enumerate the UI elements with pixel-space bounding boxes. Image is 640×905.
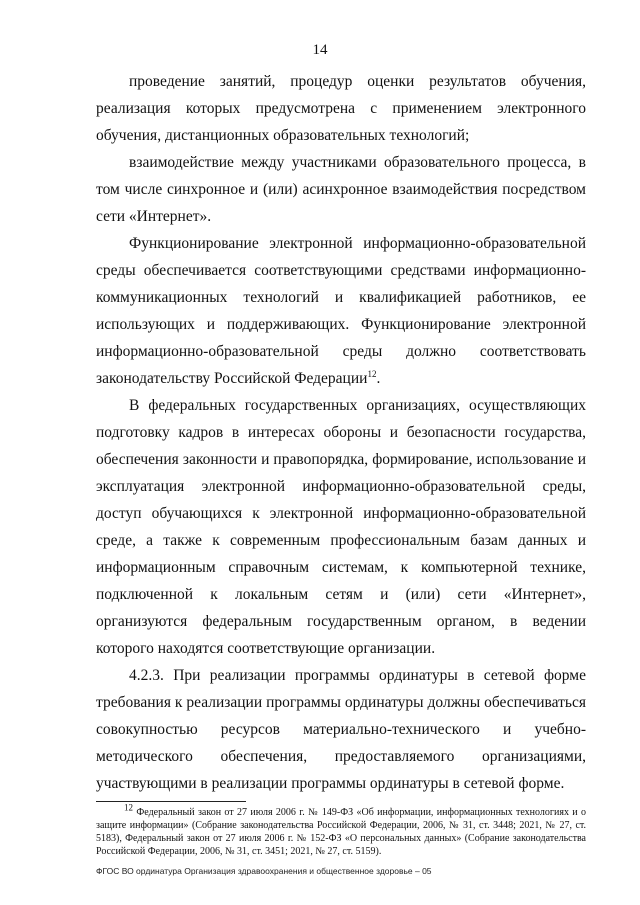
footnote-marker: 12	[124, 802, 133, 813]
paragraph: В федеральных государственных организациях, осуществляющих подготовку кадров в интересах обороны и безопасности государства, обеспечения законности и правопорядка, формирование, использование и эксплуатация электронной информационно-образовательной среды, доступ обучающихся к электронной информационно-образовательной среде, а также к современным профессиональным базам данных и информационным справочным системам, к компьютерной технике, подключенной к локальным сетям и (или) сети «Интернет», организуются федеральным государственным органом, в ведении которого находятся соответствующие организации.	[96, 397, 586, 657]
paragraph: взаимодействие между участниками образовательного процесса, в том числе синхронное и (или) асинхронное взаимодействия посредством сети «Интернет».	[96, 154, 586, 225]
footnote: $^{12}$ Федеральный закон от 27 июля 2006 г. № 149-ФЗ «Об информации, информационных технологиях и о защите информации» (Собрание законодательства Российской Федерации, 2006, № 31, ст. 3448; 2021, № 27, ст. 5183), Федеральный закон от 27 июля 2006 г. № 152-ФЗ «О персональных данных» (Собрание законодательства Российской Федерации, 2006, № 31, ст. 3451; 2021, № 27, ст. 5159).	[96, 802, 587, 857]
paragraph: Функционирование электронной информационно-образовательной среды обеспечивается соответствующими средствами информационно-коммуникационных технологий и квалификацией работников, ее использующих и поддерживающих. Функционирование электронной информационно-образовательной среды должно соответствовать законодательству Российской Федерации$^{12}$.	[96, 235, 586, 387]
paragraph: 4.2.3. При реализации программы ординатуры в сетевой форме требования к реализации программы ординатуры должны обеспечиваться совокупностью ресурсов материально-технического и учебно-методического обеспечения, предоставляемого организациями, участвующими в реализации программы ординатуры в сетевой форме.	[96, 667, 586, 792]
footnote-divider	[96, 801, 246, 802]
page-number: 14	[312, 42, 328, 58]
footnote-reference[interactable]: 12	[367, 368, 377, 379]
body-text	[96, 68, 586, 797]
page-footer: ФГОС ВО ординатура Организация здравоохранения и общественное здоровье – 05	[96, 866, 432, 876]
paragraph: проведение занятий, процедур оценки результатов обучения, реализация которых предусмотрена с применением электронного обучения, дистанционных образовательных технологий;	[96, 73, 586, 144]
